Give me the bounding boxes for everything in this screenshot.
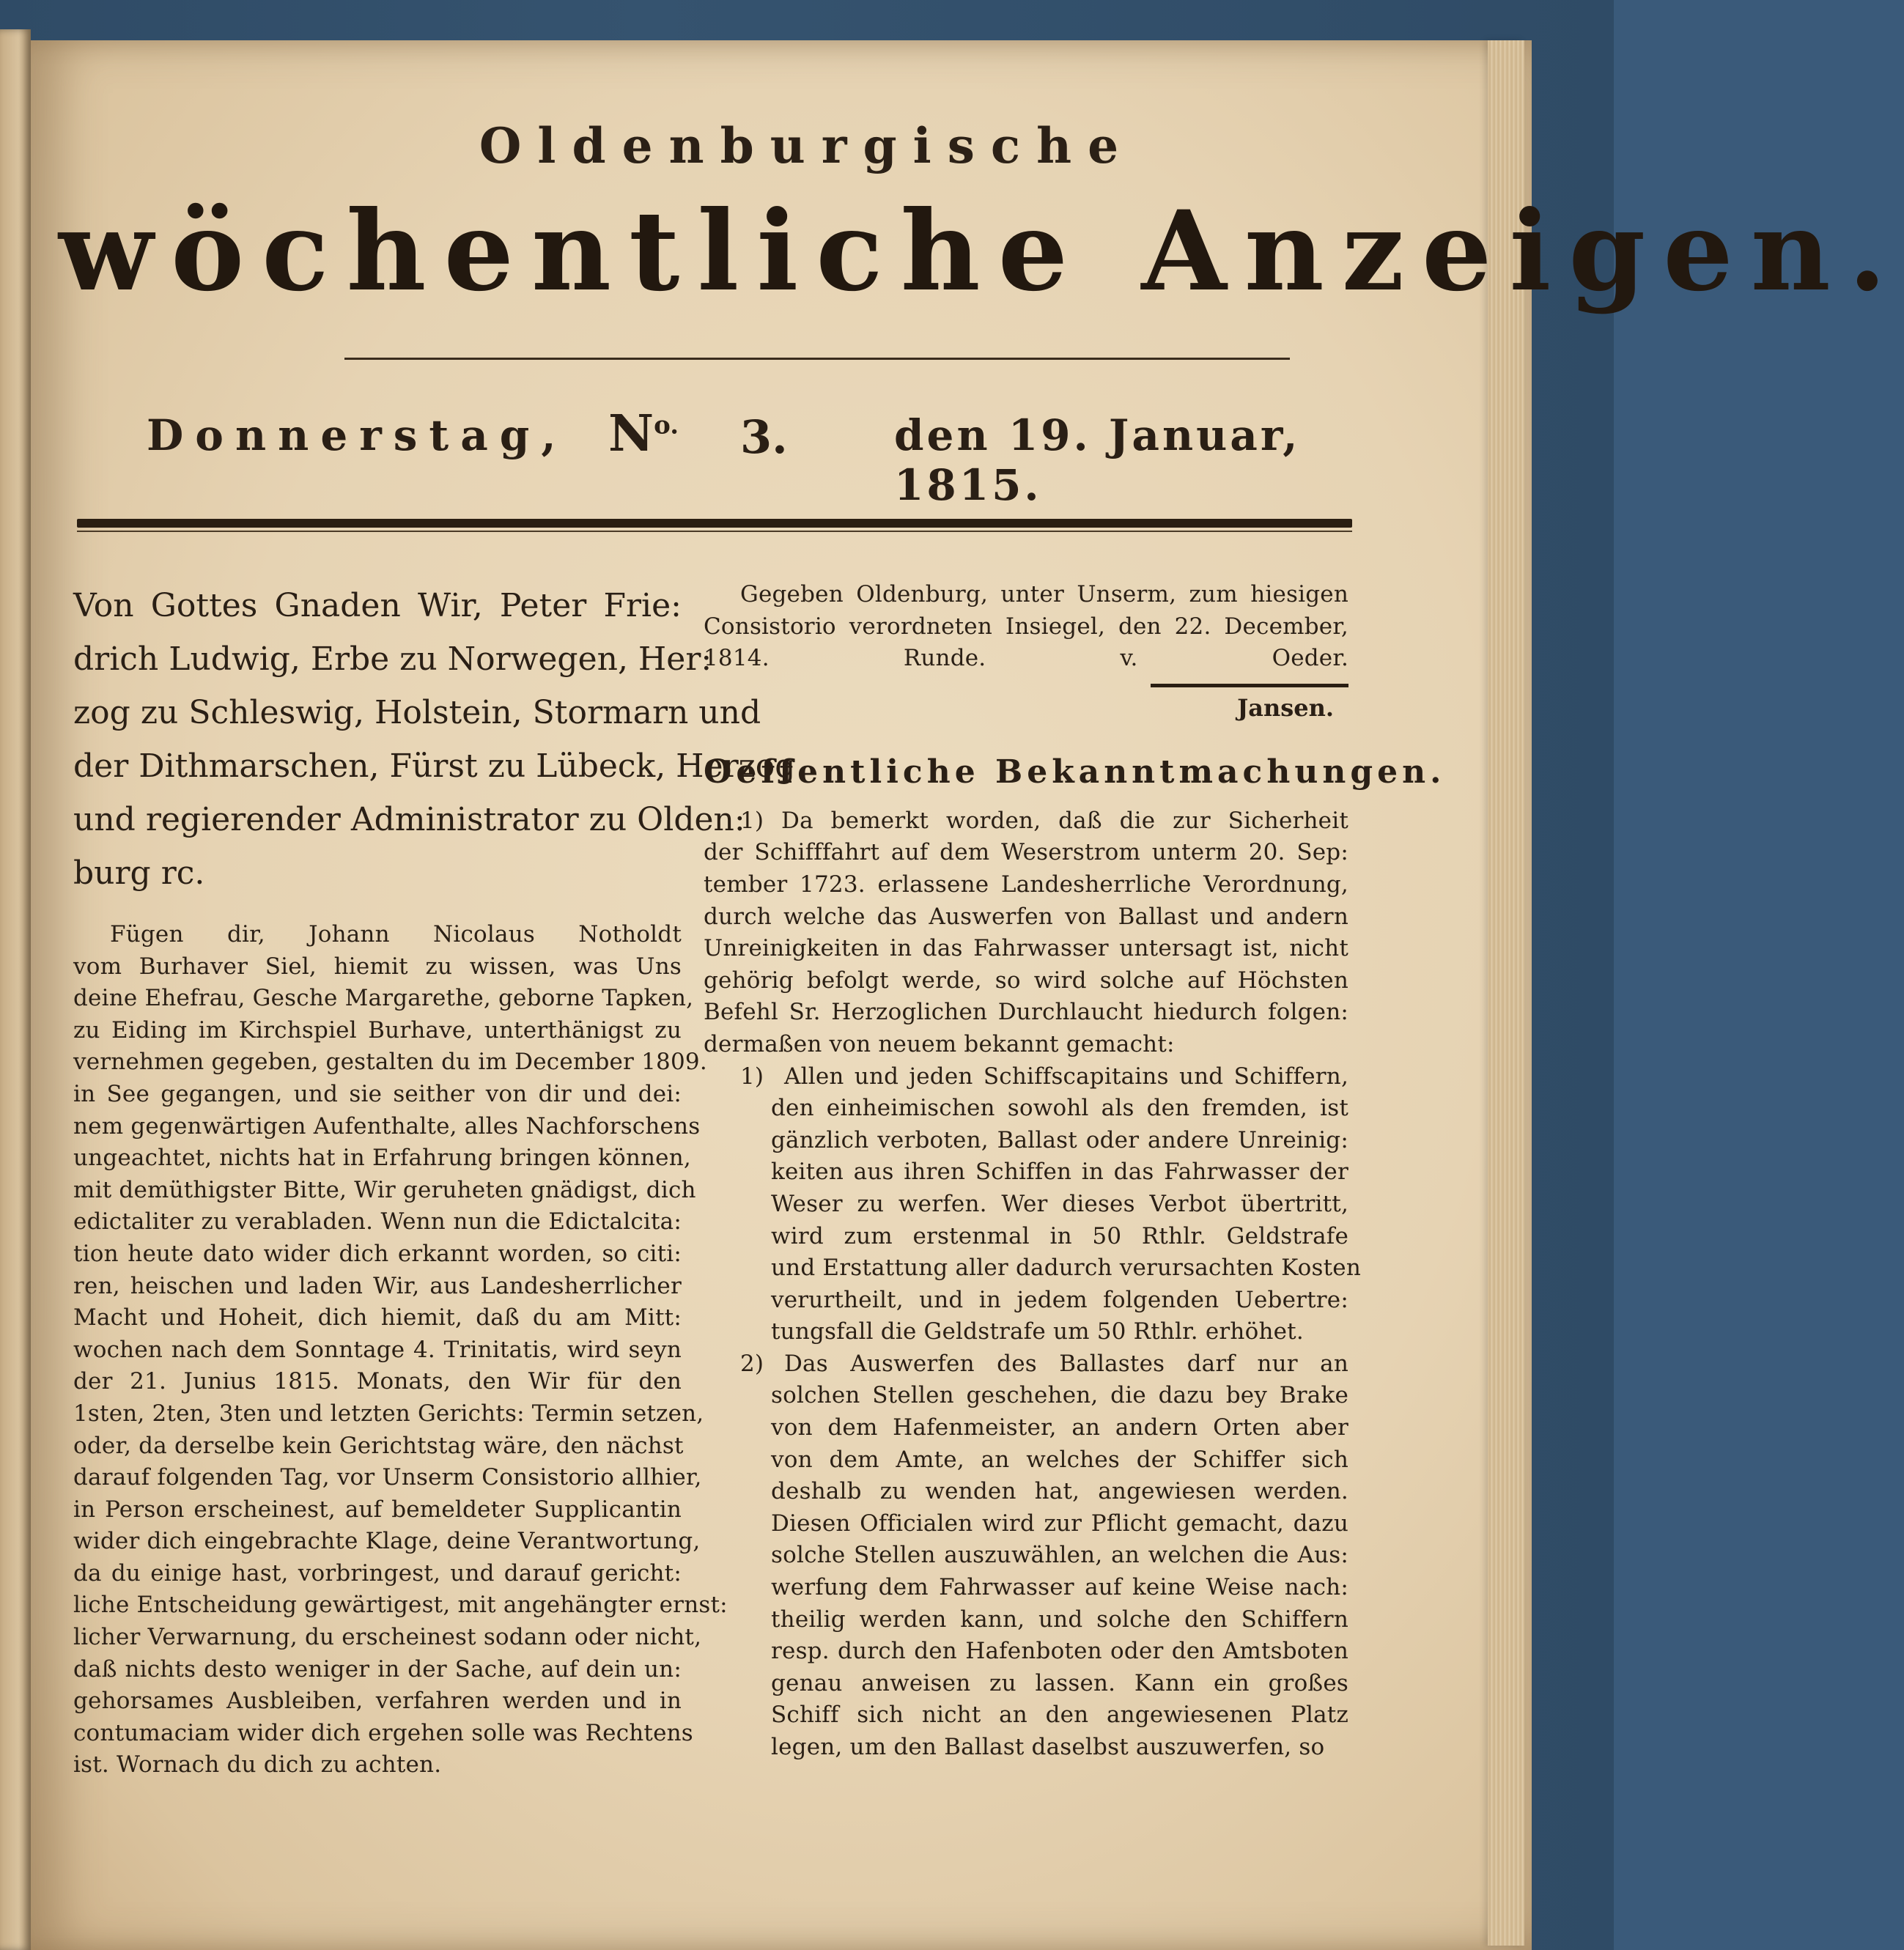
- previous-page-edge: [0, 29, 31, 1950]
- item-2-line: theilig werden kann, und solche den Schiffern: [771, 1606, 1348, 1633]
- item-1-line: verurtheilt, und in jedem folgenden Uebertre:: [771, 1286, 1348, 1313]
- item-1-line: und Erstattung aller dadurch verursachten Kosten: [771, 1255, 1362, 1282]
- item-2-line: von dem Hafenmeister, an andern Orten aber: [771, 1414, 1348, 1441]
- issue-date: den 19. Januar, 1815.: [894, 410, 1301, 510]
- body-line: wochen nach dem Sonntage 4. Trinitatis, wird seyn: [73, 1336, 682, 1363]
- intro-line: der Dithmarschen, Fürst zu Lübeck, Herzog: [73, 747, 796, 785]
- body-line: oder, da derselbe kein Gerichtstag wäre, den nächst: [73, 1432, 684, 1459]
- notice-line: Unreinigkeiten in das Fahrwasser untersagt ist, nicht: [704, 935, 1348, 962]
- notice-line: tember 1723. erlassene Landesherrliche Verordnung,: [704, 871, 1348, 898]
- item-2-text: Das Auswerfen des Ballastes darf nur an: [784, 1350, 1348, 1377]
- item-2-line: deshalb zu wenden hat, angewiesen werden.: [771, 1478, 1348, 1505]
- body-line: ren, heischen und laden Wir, aus Landesherrlicher: [73, 1272, 682, 1299]
- item-2-line: [704, 1348, 1348, 1381]
- right-column: [704, 579, 1446, 1764]
- body-line: ungeachtet, nichts hat in Erfahrung bringen können,: [73, 1145, 691, 1172]
- body-line: Macht und Hoheit, dich hiemit, daß du am Mitt:: [73, 1304, 682, 1332]
- item-2-line: resp. durch den Hafenboten oder den Amtsboten: [771, 1638, 1348, 1665]
- issue-weekday: Donnerstag,: [147, 410, 568, 460]
- notice-item-2: [704, 1348, 1348, 1764]
- decree-intro: [73, 579, 796, 900]
- section-title: Oeffentliche Bekanntmachungen.: [704, 753, 1446, 791]
- item-2-line: von dem Amte, an welches der Schiffer sich: [771, 1446, 1348, 1473]
- item-1-text: Allen und jeden Schiffscapitains und Schiffern,: [784, 1063, 1348, 1090]
- masthead-top-line: Oldenburgische: [479, 117, 1135, 174]
- item-1-line: Weser zu werfen. Wer dieses Verbot übertritt,: [771, 1190, 1348, 1217]
- left-column: [73, 579, 796, 1781]
- masthead-title: wöchentliche Anzeigen.: [59, 187, 1904, 316]
- body-line: in Person erscheinest, auf bemeldeter Supplicantin: [73, 1496, 682, 1523]
- intro-line: zog zu Schleswig, Holstein, Stormarn und: [73, 694, 761, 731]
- body-line: daß nichts desto weniger in der Sache, auf dein un:: [73, 1655, 682, 1683]
- item-2-line: Schiff sich nicht an den angewiesenen Platz: [771, 1702, 1348, 1729]
- issue-number-label-sup: o.: [654, 410, 679, 440]
- body-line: licher Verwarnung, du erscheinest sodann oder nicht,: [73, 1624, 702, 1651]
- item-1-number: 1): [740, 1063, 764, 1090]
- body-line: zu Eiding im Kirchspiel Burhave, unterthänigst zu: [73, 1016, 682, 1044]
- given-line: Gegeben Oldenburg, unter Unserm, zum hiesigen: [740, 581, 1348, 607]
- item-1-line: tungsfall die Geldstrafe um 50 Rthlr. erhöhet.: [771, 1318, 1304, 1345]
- issue-number-label: [608, 405, 679, 463]
- notice-intro: [704, 805, 1348, 1061]
- masthead-divider-thin: [77, 531, 1352, 532]
- signer-name: Jansen.: [1237, 693, 1334, 722]
- body-line: Fügen dir, Johann Nicolaus Notholdt: [110, 921, 682, 948]
- body-line: gehorsames Ausbleiben, verfahren werden und in: [73, 1688, 682, 1715]
- item-1-line: den einheimischen sowohl als den fremden, ist: [771, 1095, 1348, 1122]
- intro-line: burg rc.: [73, 854, 205, 892]
- intro-line: drich Ludwig, Erbe zu Norwegen, Her:: [73, 640, 712, 678]
- body-line: contumaciam wider dich ergehen solle was Rechtens: [73, 1719, 693, 1746]
- item-2-line: Diesen Officialen wird zur Pflicht gemacht, dazu: [771, 1510, 1348, 1537]
- body-line: vom Burhaver Siel, hiemit zu wissen, was Uns: [73, 953, 682, 980]
- notice-line: dermaßen von neuem bekannt gemacht:: [704, 1030, 1175, 1057]
- body-line: vernehmen gegeben, gestalten du im December 1809.: [73, 1049, 707, 1076]
- item-1-line: wird zum erstenmal in 50 Rthlr. Geldstrafe: [771, 1222, 1348, 1249]
- body-line: mit demüthigster Bitte, Wir geruheten gnädigst, dich: [73, 1176, 696, 1203]
- given-line: 1814. Runde. v. Oeder.: [704, 645, 1348, 672]
- item-1-line: gänzlich verboten, Ballast oder andere Unreinig:: [771, 1126, 1348, 1153]
- notice-line: gehörig befolgt werde, so wird solche auf Höchsten: [704, 967, 1348, 994]
- body-line: nem gegenwärtigen Aufenthalte, alles Nachforschens: [73, 1112, 701, 1140]
- spacer: [73, 900, 682, 919]
- given-block: [704, 579, 1348, 675]
- masthead-divider: [77, 519, 1352, 528]
- given-line: Consistorio verordneten Insiegel, den 22. December,: [704, 613, 1348, 640]
- item-2-line: genau anweisen zu lassen. Kann ein großes: [771, 1669, 1348, 1696]
- body-line: 1sten, 2ten, 3ten und letzten Gerichts: Termin setzen,: [73, 1400, 704, 1427]
- body-line: liche Entscheidung gewärtigest, mit angehängter ernst:: [73, 1592, 728, 1619]
- body-line: tion heute dato wider dich erkannt worden, so citi:: [73, 1240, 682, 1267]
- body-line: wider dich eingebrachte Klage, deine Verantwortung,: [73, 1528, 701, 1555]
- item-2-number: 2): [740, 1350, 764, 1377]
- title-divider: [344, 358, 1290, 360]
- notice-line: durch welche das Auswerfen von Ballast und andern: [704, 903, 1348, 930]
- item-2-line: werfung dem Fahrwasser auf keine Weise nach:: [771, 1574, 1348, 1601]
- notice-item-1: [704, 1061, 1362, 1348]
- body-line: edictaliter zu verabladen. Wenn nun die Edictalcita:: [73, 1208, 682, 1236]
- body-line: der 21. Junius 1815. Monats, den Wir für den: [73, 1368, 682, 1395]
- notice-line: Befehl Sr. Herzoglichen Durchlaucht hiedurch folgen:: [704, 999, 1348, 1026]
- body-line: da du einige hast, vorbringest, und darauf gericht:: [73, 1559, 682, 1587]
- notice-line: der Schifffahrt auf dem Weserstrom unterm 20. Sep:: [704, 839, 1348, 866]
- item-2-line: legen, um den Ballast daselbst auszuwerfen, so: [771, 1734, 1325, 1760]
- issue-number-label-text: N: [608, 405, 654, 463]
- notice-line: 1) Da bemerkt worden, daß die zur Sicherheit: [740, 807, 1348, 834]
- body-line: darauf folgenden Tag, vor Unserm Consistorio allhier,: [73, 1464, 702, 1491]
- item-2-line: solchen Stellen geschehen, die dazu bey Brake: [771, 1382, 1348, 1409]
- body-line: ist. Wornach du dich zu achten.: [73, 1751, 442, 1779]
- item-1-line: [704, 1061, 1348, 1093]
- issue-number: 3.: [740, 410, 788, 464]
- body-line: deine Ehefrau, Gesche Margarethe, geborne Tapken,: [73, 985, 694, 1012]
- item-2-line: solche Stellen auszuwählen, an welchen die Aus:: [771, 1542, 1348, 1569]
- intro-line: und regierender Administrator zu Olden:: [73, 801, 745, 838]
- signature-rule: [1151, 684, 1348, 687]
- item-1-line: keiten aus ihren Schiffen in das Fahrwasser der: [771, 1159, 1348, 1186]
- decree-body: [73, 919, 728, 1781]
- body-line: in See gegangen, und sie seither von dir und dei:: [73, 1080, 682, 1107]
- intro-line: Von Gottes Gnaden Wir, Peter Frie:: [73, 587, 682, 624]
- page-stack-edge: [1488, 40, 1524, 1946]
- issue-line: [147, 405, 1319, 510]
